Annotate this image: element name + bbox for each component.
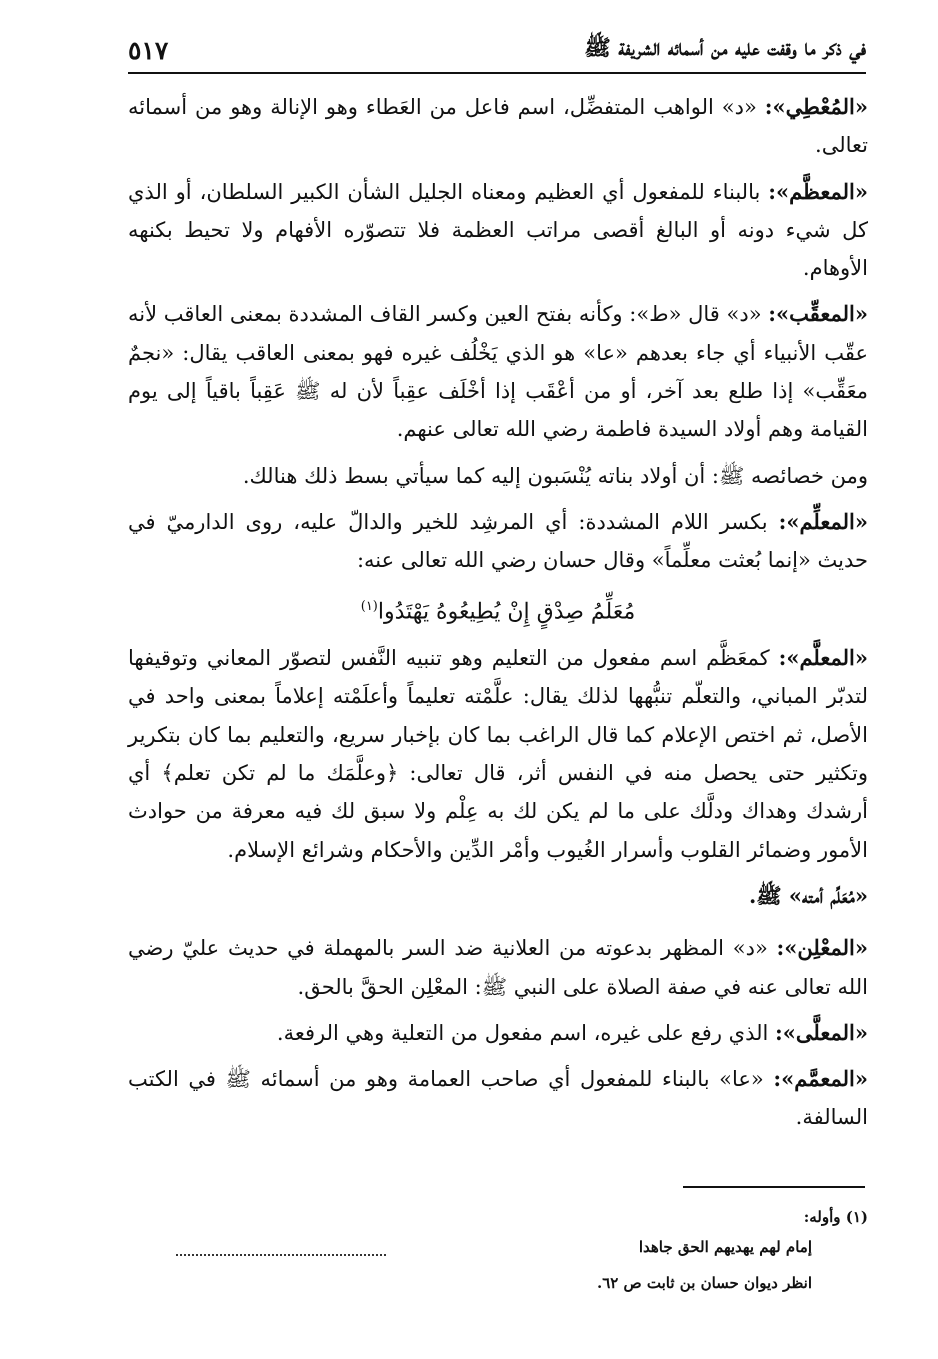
entry-term: «المعمَّم»: — [773, 1066, 868, 1092]
entry-muallam — [128, 639, 868, 869]
entry-text: ومن خصائصه ﷺ: أن أولاد بناته يُنْسَبون إليه كما سيأتي بسط ذلك هنالك. — [242, 463, 868, 488]
entry-term: «المعْلِن»: — [776, 935, 868, 961]
entry-text: «عا» بالبناء للمفعول أي صاحب العمامة وهو من أسمائه ﷺ في الكتب السالفة. — [128, 1067, 868, 1130]
footnote-separator — [683, 1186, 865, 1188]
entry-text: بالبناء للمفعول أي العظيم ومعناه الجليل الشأن الكبير السلطان، أو الذي كل شيء دونه أو البالغ أقصى مراتب العظمة فلا تتصوّره الأفهام ولا تحيط بكنهه الأوهام. — [128, 179, 868, 281]
running-title: في ذكر ما وقفت عليه من أسمائه الشريفة ﷺ — [584, 35, 866, 61]
footnote-verse: إمام لهم يهديهم الحق جاهدا — [638, 1238, 812, 1256]
entry-term: «المعلَّم»: — [778, 645, 868, 671]
entry-mualla — [128, 1014, 868, 1052]
entry-term: «المعظَّم»: — [768, 178, 868, 204]
entry-muaqqib — [128, 295, 868, 448]
entry-text: «د» الواهب المتفضِّل، اسم فاعل من العَطاء وهو الإنالة وهو من أسمائه تعالى. — [128, 95, 868, 158]
entry-text: الذي رفع على غيره، اسم مفعول من التعلية وهي الرفعة. — [276, 1020, 776, 1045]
entry-text: «د» المظهر بدعوته من العلانية ضد السر بالمهملة في حديث عليّ رضي الله تعالى عنه في صفة الصلاة على النبي ﷺ: المعْلِن الحقَّ بالحق. — [128, 936, 868, 999]
footnote-dots — [176, 1242, 386, 1256]
entry-mulin — [128, 929, 868, 1006]
muallim-ummatihi-line: «مُعَلِّم أمته» ﷺ. — [748, 882, 868, 908]
footnote-source: انظر ديوان حسان بن ثابت ص ٦٢. — [596, 1274, 812, 1292]
entry-mutee — [128, 88, 868, 165]
main-text — [128, 88, 868, 1145]
entry-term: «المعلِّم»: — [778, 508, 868, 534]
entry-muazzam — [128, 173, 868, 288]
page-number: ٥١٧ — [128, 35, 169, 65]
entry-khasais — [128, 457, 868, 495]
verse-text: مُعَلِّمُ صِدْقٍ إِنْ يُطِيعُوهُ يَهْتَدُوا — [377, 598, 636, 624]
footnotes — [128, 1196, 868, 1316]
footnote-label: (١) وأوله: — [803, 1208, 868, 1226]
entry-term: «المعقِّب»: — [768, 301, 868, 327]
entry-text: كمعَظَّم اسم مفعول من التعليم وهو تنبيه النَّفس لتصوّر المعاني وتوقيفها لتدبّر المباني، والتعلّم تنبُّهها لذلك يقال: علَّمْته تعليماً وأعلَمْته إعلاماً بمعنى واحد في الأصل، ثم اختص الإعلام كما قال الراغب بما كان بإخبار سريع، والتعليم بما كان بتكرير وتكثير حتى يحصل منه في النفس أثر، قال تعالى: ﴿وعلَّمَك ما لم تكن تعلم﴾ أي أرشدك وهداك ودلَّك على ما لم يكن لك به عِلْم ولا سبق لك فيه معرفة من حوادث الأمور وضمائر القلوب وأسرار الغُيوب وأمْر الدِّين والأحكام وشرائع الإسلام. — [128, 646, 868, 862]
entry-term: «المعلَّى»: — [775, 1019, 868, 1045]
poem-verse — [128, 588, 868, 632]
entry-text: بكسر اللام المشددة: أي المرشِد للخير والدالّ عليه، روى الدارميّ في حديث «إنما بُعثت معلِّماً» وقال حسان رضي الله تعالى عنه: — [128, 509, 868, 573]
entry-muallim-active — [128, 503, 868, 580]
footnote-mark: (١) — [360, 598, 378, 614]
entry-text: «د» قال «ط»: وكأنه بفتح العين وكسر القاف المشددة بمعنى العاقب لأنه عقّب الأنبياء أي جاء بعدهم «عا» هو الذي يَخْلُف غيره فهو بمعنى العاقب يقال: «نجمٌ معَقِّب» إذا طلع بعد آخر، أو من أعْقَب إذا أخْلَف عقِباً لأن له ﷺ عَقِباً باقياً إلى يوم القيامة وهم أولاد السيدة فاطمة رضي الله تعالى عنهم. — [128, 302, 868, 442]
entry-term: «المُعْطِي»: — [764, 94, 868, 119]
page-header — [128, 28, 866, 74]
entry-muammam — [128, 1060, 868, 1137]
